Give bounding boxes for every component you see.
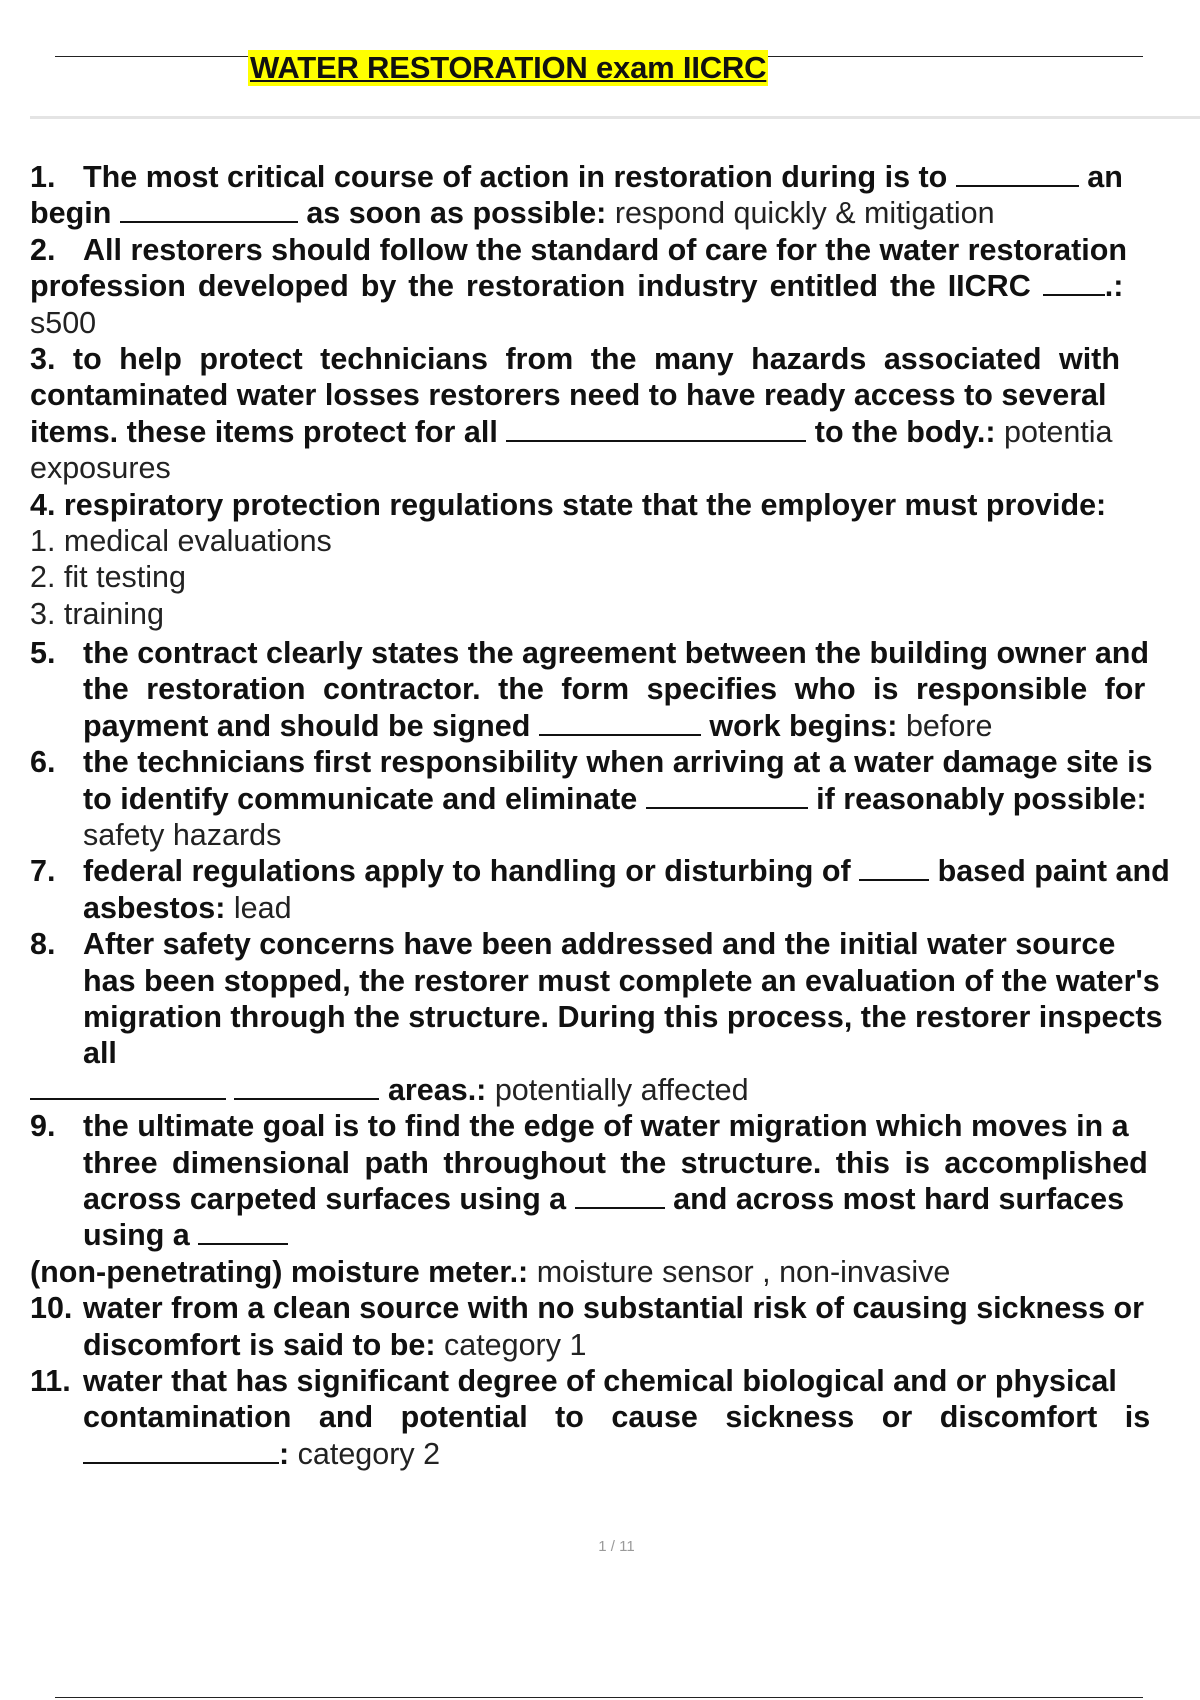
question-11-line-3	[30, 1436, 1200, 1472]
blank	[506, 416, 806, 442]
blank	[646, 783, 808, 809]
question-9-text-5: (non-penetrating) moisture meter.:	[30, 1254, 529, 1289]
blank	[539, 710, 701, 736]
question-2-text-2: profession developed by the restoration industry entitled the IICRC	[30, 269, 1031, 304]
question-4-answer-1: 1. medical evaluations	[30, 523, 332, 558]
question-11-answer: category 2	[297, 1436, 441, 1471]
blank	[1043, 270, 1105, 296]
question-5-line-3	[30, 708, 1200, 744]
question-3-text-b: to the body.:	[814, 414, 996, 449]
question-8-text: After safety concerns have been addressed and the initial water source	[83, 927, 1116, 962]
question-8-number: 8.	[30, 927, 56, 962]
blank	[198, 1219, 288, 1245]
question-6-number: 6.	[30, 745, 56, 780]
question-10-number: 10.	[30, 1291, 73, 1326]
question-3-answer-b: exposures	[30, 451, 171, 486]
question-9-answer: moisture sensor , non-invasive	[536, 1254, 951, 1289]
question-1-text-c: begin	[30, 196, 112, 231]
question-6-line-2	[30, 781, 1200, 817]
question-7-number: 7.	[30, 854, 56, 889]
question-6-text-b: if reasonably possible:	[816, 781, 1147, 816]
question-6-answer: safety hazards	[83, 818, 282, 853]
question-3-line-3	[30, 414, 1200, 450]
question-9-line-5	[30, 1254, 1200, 1290]
document-title: WATER RESTORATION exam IICRC	[250, 50, 767, 85]
question-11-text-end: :	[279, 1436, 290, 1471]
question-4-answer-3: 3. training	[30, 596, 164, 631]
question-1-answer: respond quickly & mitigation	[614, 196, 995, 231]
question-9-line-1	[30, 1108, 1200, 1144]
question-7-text-b: based paint and	[937, 854, 1170, 889]
question-8-line-2: has been stopped, the restorer must complete an evaluation of the water's	[83, 963, 1160, 998]
question-8-line-1	[30, 926, 1200, 962]
question-8-text-5: areas.:	[387, 1072, 487, 1107]
question-1-text-b: an	[1087, 160, 1123, 194]
question-7-line-1	[30, 853, 1200, 889]
question-7-line-2	[30, 890, 1200, 926]
separator-rule	[30, 116, 1200, 119]
question-7-text-a: federal regulations apply to handling or disturbing of	[83, 854, 851, 889]
question-11-line-2: contamination and potential to cause sickness or discomfort is	[83, 1400, 1151, 1435]
question-9-text-a: across carpeted surfaces using a	[83, 1181, 567, 1216]
question-3-line-1: 3. to help protect technicians from the many hazards associated with	[30, 341, 1120, 376]
question-9-line-4	[30, 1217, 1200, 1253]
question-5-answer: before	[905, 708, 993, 743]
question-11-line-1	[30, 1363, 1200, 1399]
blank	[83, 1438, 279, 1464]
question-9-text: the ultimate goal is to find the edge of water migration which moves in a	[83, 1109, 1129, 1144]
question-5-text: the contract clearly states the agreement between the building owner and	[83, 636, 1150, 671]
question-8-line-3: migration through the structure. During this process, the restorer inspects	[83, 999, 1163, 1034]
question-2-text-end: .:	[1104, 269, 1124, 304]
question-6-text: the technicians first responsibility when arriving at a water damage site is	[83, 745, 1153, 780]
question-8-answer: potentially affected	[494, 1072, 749, 1107]
question-10-line-2	[30, 1327, 1200, 1363]
question-1-text-d: as soon as possible:	[306, 196, 607, 231]
question-5-line-2: the restoration contractor. the form specifies who is responsible for	[83, 672, 1146, 707]
bottom-rule	[55, 1697, 1143, 1698]
question-1-line-2	[30, 195, 1200, 231]
question-6-text-a: to identify communicate and eliminate	[83, 781, 638, 816]
question-8-line-4: all	[83, 1036, 117, 1071]
blank	[859, 855, 929, 881]
question-1-line-1	[30, 159, 1200, 195]
question-7-answer: lead	[233, 890, 292, 925]
question-2-line-1	[30, 232, 1200, 268]
question-9-line-2: three dimensional path throughout the structure. this is accomplished	[83, 1145, 1148, 1180]
question-10-line-1	[30, 1290, 1200, 1326]
question-11-number: 11.	[30, 1363, 71, 1398]
question-9-number: 9.	[30, 1109, 56, 1144]
blank	[575, 1183, 665, 1209]
blank	[120, 197, 298, 223]
question-4-text: 4. respiratory protection regulations state that the employer must provide:	[30, 487, 1107, 522]
blank	[30, 1074, 226, 1100]
question-2-number: 2.	[30, 232, 56, 267]
question-4-answer-2: 2. fit testing	[30, 560, 186, 595]
question-6-line-1	[30, 744, 1200, 780]
question-3-answer-a: potentia	[1003, 414, 1113, 449]
blank	[956, 161, 1079, 187]
question-10-answer: category 1	[443, 1327, 587, 1362]
page-number: 1 / 11	[598, 1538, 635, 1555]
question-5-line-1	[30, 635, 1200, 671]
question-10-text-2: discomfort is said to be:	[83, 1327, 436, 1362]
question-2-answer: s500	[30, 305, 97, 340]
question-9-line-3	[30, 1181, 1200, 1217]
question-10-text: water from a clean source with no substantial risk of causing sickness or	[83, 1291, 1145, 1326]
question-8-line-5	[30, 1072, 1200, 1108]
question-2-text: All restorers should follow the standard of care for the water restoration	[83, 232, 1127, 267]
question-5-text-a: payment and should be signed	[83, 708, 531, 743]
blank	[234, 1074, 379, 1100]
question-9-text-4: using a	[83, 1218, 190, 1253]
question-3-text-a: items. these items protect for all	[30, 414, 498, 449]
question-7-text-2: asbestos:	[83, 890, 226, 925]
question-1-number: 1.	[30, 160, 56, 194]
question-3-line-2: contaminated water losses restorers need to have ready access to several	[30, 378, 1107, 413]
question-9-text-b: and across most hard surfaces	[673, 1181, 1125, 1216]
question-5-text-b: work begins:	[709, 708, 898, 743]
question-11-text: water that has significant degree of chemical biological and or physical	[83, 1363, 1117, 1398]
question-list	[30, 159, 1200, 1472]
question-1-text: The most critical course of action in restoration during is to	[83, 160, 948, 194]
question-5-number: 5.	[30, 636, 56, 671]
question-2-line-2	[30, 268, 1200, 304]
